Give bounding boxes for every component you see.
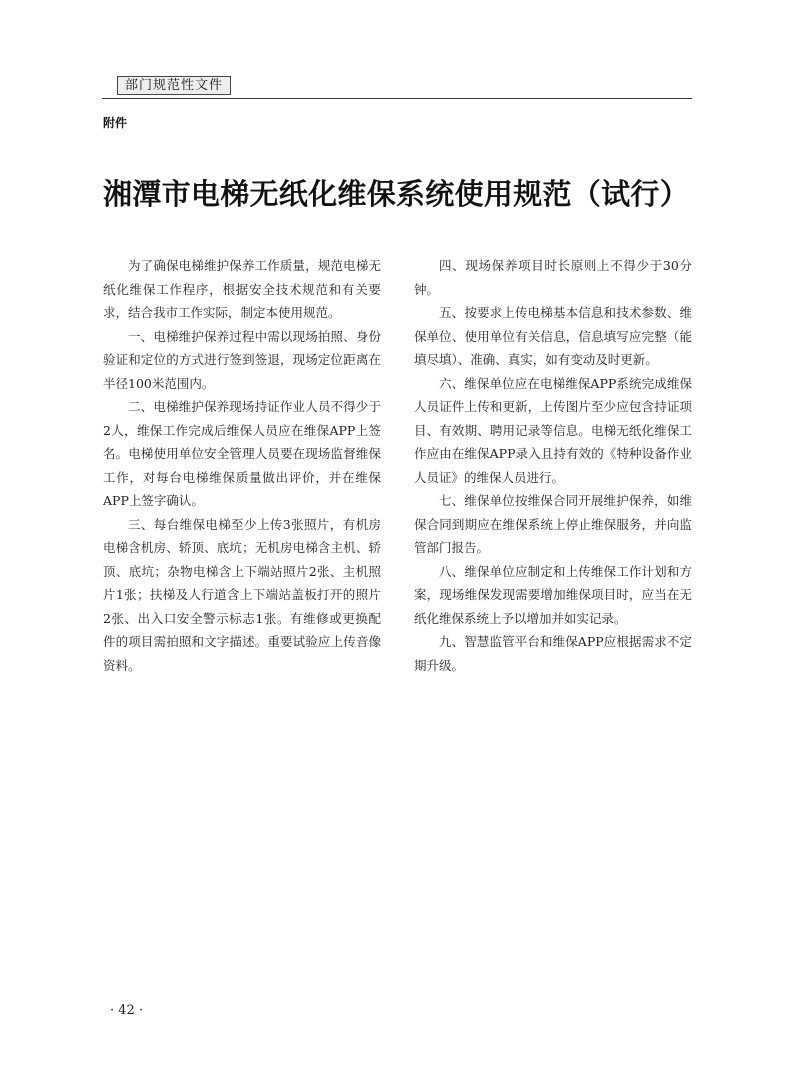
document-title: 湘潭市电梯无纸化维保系统使用规范（试行） bbox=[103, 177, 690, 211]
section-tag: 部门规范性文件 bbox=[117, 76, 231, 95]
right-column bbox=[414, 254, 692, 677]
paragraph: 五、按要求上传电梯基本信息和技术参数、维保单位、使用单位有关信息，信息填写应完整（能填尽填）、准确、真实，如有变动及时更新。 bbox=[414, 305, 692, 367]
paragraph: 一、电梯维护保养过程中需以现场拍照、身份验证和定位的方式进行签到签退，现场定位距离在半径100米范围内。 bbox=[103, 328, 381, 391]
header-divider bbox=[102, 98, 692, 99]
paragraph: 七、维保单位按维保合同开展维护保养，如维保合同到期应在维保系统上停止维保服务，并向监管部门报告。 bbox=[414, 493, 692, 555]
paragraph: 九、智慧监管平台和维保APP应根据需求不定期升级。 bbox=[414, 634, 692, 673]
paragraph: 四、现场保养项目时长原则上不得少于30分钟。 bbox=[414, 258, 692, 297]
paragraph: 三、每台维保电梯至少上传3张照片，有机房电梯含机房、轿顶、底坑；无机房电梯含主机、轿顶、底坑；杂物电梯含上下端站照片2张、主机照片1张；扶梯及人行道含上下端站盖板打开的照片2张、出入口安全警示标志1张。有维修或更换配件的项目需拍照和文字描述。重要试验应上传音像资料。 bbox=[103, 516, 381, 673]
attachment-label: 附件 bbox=[103, 116, 128, 130]
paragraph: 为了确保电梯维护保养工作质量，规范电梯无纸化维保工作程序，根据安全技术规范和有关要求，结合我市工作实际，制定本使用规范。 bbox=[103, 258, 381, 320]
page-number: · 42 · bbox=[110, 1003, 144, 1018]
paragraph: 六、维保单位应在电梯维保APP系统完成维保人员证件上传和更新，上传图片至少应包含持证项目、有效期、聘用记录等信息。电梯无纸化维保工作应由在维保APP录入且持有效的《特种设备作业人员证》的维保人员进行。 bbox=[414, 375, 692, 485]
paragraph: 二、电梯维护保养现场持证作业人员不得少于2人，维保工作完成后维保人员应在维保APP上签名。电梯使用单位安全管理人员要在现场监督维保工作，对每台电梯维保质量做出评价，并在维保APP上签字确认。 bbox=[103, 399, 381, 508]
left-column bbox=[103, 254, 381, 677]
paragraph: 八、维保单位应制定和上传维保工作计划和方案，现场维保发现需要增加维保项目时，应当在无纸化维保系统上予以增加并如实记录。 bbox=[414, 563, 692, 626]
